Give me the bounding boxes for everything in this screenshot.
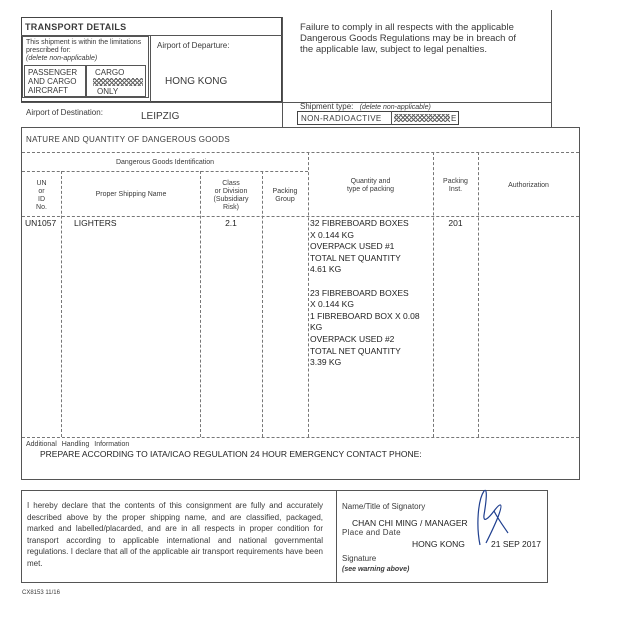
nature-title: NATURE AND QUANTITY OF DANGEROUS GOODS <box>26 135 231 144</box>
passenger-cell <box>24 65 86 97</box>
header-bottom-divider <box>22 216 579 217</box>
header-un: UN or ID No. <box>36 180 47 211</box>
transport-details-title: TRANSPORT DETAILS <box>25 22 127 32</box>
date-value: 21 SEP 2017 <box>491 539 541 549</box>
form-code: CX8153 11/16 <box>22 590 60 596</box>
non-radioactive-label: NON-RADIOACTIVE <box>301 114 382 123</box>
header-packing-group: Packing Group <box>272 188 298 203</box>
header-packing-inst: Packing Inst. <box>443 178 468 193</box>
row-un: UN1057 <box>25 218 57 228</box>
destination-value: LEIPZIG <box>141 111 180 122</box>
header-authorization: Authorization <box>508 182 549 189</box>
col-divider-un <box>61 171 62 437</box>
row-quantity: 32 FIBREBOARD BOXES X 0.144 KG OVERPACK USED #1 TOTAL NET QUANTITY 4.61 KG 23 FIBREBOARD BOXES X 0.144 KG 1 FIBREBOARD BOX X 0.08 KG OVERPACK USED #2 TOTAL NET QUANTITY 3.39 KG <box>310 218 420 368</box>
dg-identification-label: Dangerous Goods Identification <box>115 159 215 166</box>
shipment-type-text: Shipment type: <box>300 102 354 111</box>
additional-label: Additional Handling Information <box>26 441 130 448</box>
col-divider-pi <box>478 152 479 437</box>
cargo-cell <box>86 65 146 97</box>
signature-label: Signature <box>342 554 377 563</box>
additional-value: PREPARE ACCORDING TO IATA/ICAO REGULATION 24 HOUR EMERGENCY CONTACT PHONE: <box>40 449 422 459</box>
header-psn: Proper Shipping Name <box>95 191 167 198</box>
destination-top-line <box>21 102 551 103</box>
limitations-text: This shipment is within the limitations prescribed for: <box>26 39 142 54</box>
radioactive-redaction-mark <box>394 114 450 122</box>
passenger-label: PASSENGER AND CARGO AIRCRAFT <box>28 68 78 95</box>
col-divider-qty <box>433 152 434 437</box>
row-packing-inst: 201 <box>448 218 463 228</box>
destination-label: Airport of Destination: <box>26 108 103 117</box>
warning-right-border <box>551 10 552 127</box>
nature-title-divider <box>22 152 579 153</box>
header-class: Class or Division (Subsidiary Risk) <box>213 180 249 211</box>
departure-value: HONG KONG <box>165 76 228 87</box>
declaration-divider <box>336 490 337 583</box>
shipment-type-delete-note: (delete non-applicable) <box>359 104 431 111</box>
table-bottom-divider <box>22 437 579 438</box>
row-class: 2.1 <box>225 218 237 228</box>
nature-top-line <box>21 127 580 128</box>
place-date-label: Place and Date <box>342 528 401 537</box>
limitations-delete-note: (delete non-applicable) <box>26 55 98 62</box>
radioactive-suffix: E <box>451 114 457 123</box>
signature-note: (see warning above) <box>342 566 410 573</box>
header-quantity: Quantity and type of packing <box>346 178 395 193</box>
signatory-value: CHAN CHI MING / MANAGER <box>352 518 468 528</box>
cargo-only-label: ONLY <box>97 87 119 96</box>
warning-text: Failure to comply in all respects with the applicable Dangerous Goods Regulations may be in breach of the applicable law, subject to legal penalties. <box>300 22 516 55</box>
cargo-redaction-mark <box>93 78 143 86</box>
nature-bottom-line <box>21 479 580 480</box>
place-value: HONG KONG <box>412 539 465 549</box>
departure-label: Airport of Departure: <box>157 41 230 50</box>
declaration-text: I hereby declare that the contents of this consignment are fully and accurately described above by the proper shipping name, and are classified, packaged, marked and labelled/placarded, and are in all respects in proper condition for transport according to applicable international and national governmental regulations. I declare that all of the applicable air transport requirements have been met. <box>27 501 323 568</box>
col-divider-pg <box>308 152 309 437</box>
destination-right-divider <box>282 17 283 127</box>
signature-scribble <box>474 485 514 555</box>
dg-id-divider <box>22 171 308 172</box>
signatory-label: Name/Title of Signatory <box>342 502 426 511</box>
col-divider-class <box>262 171 263 437</box>
departure-divider <box>150 35 151 102</box>
row-psn: LIGHTERS <box>74 218 117 228</box>
shipment-type-divider <box>391 111 392 125</box>
nature-right-border <box>579 127 580 479</box>
cargo-label: CARGO <box>95 68 125 77</box>
